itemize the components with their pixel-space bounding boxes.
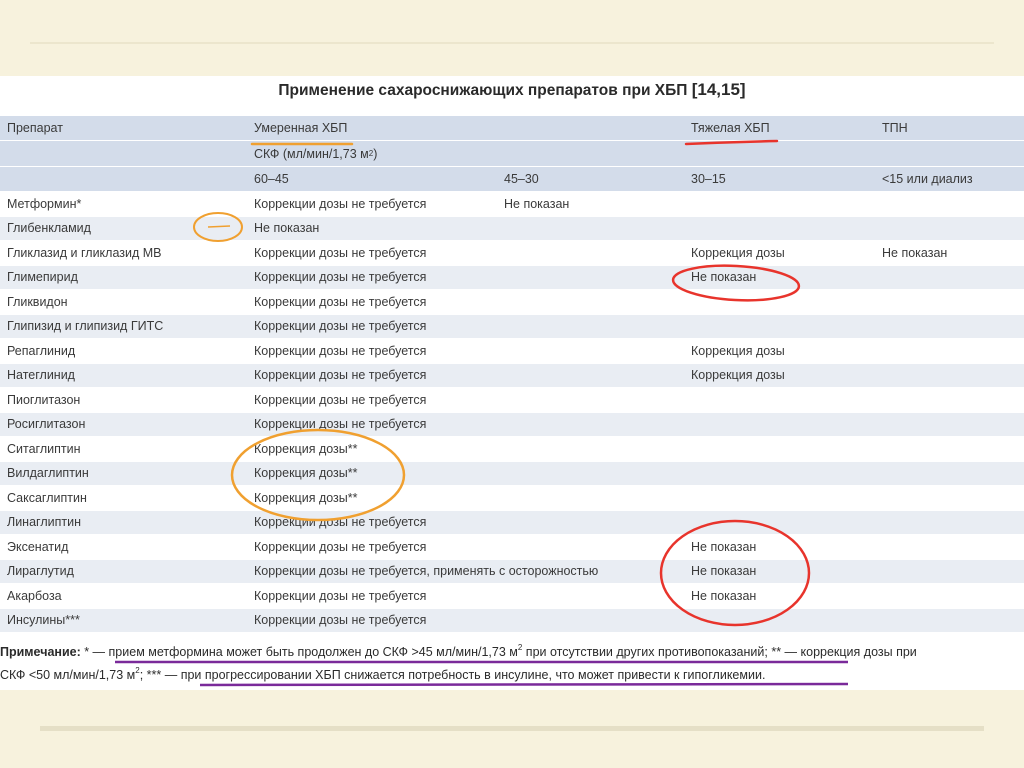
table-cell: Коррекции дозы не требуется — [254, 196, 427, 211]
table-cell: Не показан — [691, 270, 757, 285]
drug-name-cell: Репаглинид — [7, 343, 76, 358]
table-cell: Не показан — [691, 588, 757, 603]
table-row — [0, 241, 1024, 265]
slide-frame-bottom-line — [40, 726, 984, 731]
table-cell — [875, 535, 1024, 559]
table-cell: Коррекции дозы не требуется — [254, 539, 427, 554]
table-cell — [875, 339, 1024, 363]
table-cell — [875, 584, 1024, 608]
gfr-unit-text: СКФ (мл/мин/1,73 м — [254, 146, 369, 161]
table-cell: Коррекция дозы — [691, 368, 785, 383]
table-cell — [875, 486, 1024, 510]
footnote-text-1: * — прием метформина может быть продолжен до СКФ >45 мл/мин/1,73 м — [80, 645, 518, 659]
header-range-under-15: <15 или диализ — [882, 172, 973, 186]
table-cell — [497, 217, 683, 241]
table-cell: Не показан — [691, 539, 757, 554]
table-row — [0, 486, 1024, 510]
table-cell — [684, 192, 874, 216]
table-cell: Коррекции дозы не требуется — [254, 515, 427, 530]
table-row — [0, 266, 1024, 290]
drug-name-cell: Метформин* — [7, 196, 82, 211]
footnote-label: Примечание: — [0, 645, 81, 659]
footnote-line-2 — [0, 666, 1024, 682]
table-cell: Коррекция дозы** — [254, 466, 358, 481]
table-header-row — [0, 116, 1024, 140]
header-range-60-45: 60–45 — [254, 172, 289, 186]
table-cell: Коррекция дозы** — [254, 441, 358, 456]
table-cell — [875, 609, 1024, 633]
header-range-45-30: 45–30 — [504, 172, 539, 186]
gfr-unit-sup: 2 — [368, 149, 374, 158]
table-cell: Коррекция дозы — [691, 245, 785, 260]
table-cell — [497, 535, 683, 559]
table-cell: Коррекции дозы не требуется — [254, 368, 427, 383]
table-row — [0, 290, 1024, 314]
table-row — [0, 192, 1024, 216]
footnote-line-1 — [0, 643, 1024, 659]
drug-name-cell: Натеглинид — [7, 368, 75, 383]
drug-name-cell: Глибенкламид — [7, 221, 91, 236]
table-row — [0, 339, 1024, 363]
table-row — [0, 511, 1024, 535]
table-cell — [497, 388, 683, 412]
drug-name-cell: Росиглитазон — [7, 417, 86, 432]
drug-name-cell: Лираглутид — [7, 564, 74, 579]
table-row — [0, 535, 1024, 559]
table-cell: Коррекции дозы не требуется — [254, 613, 427, 628]
table-row — [0, 388, 1024, 412]
table-cell — [497, 290, 683, 314]
header-gfr-unit — [247, 141, 1024, 166]
table-cell: Коррекции дозы не требуется — [254, 245, 427, 260]
drug-name-cell: Глимепирид — [7, 270, 78, 285]
table-cell: Не показан — [504, 196, 570, 211]
table-cell — [684, 462, 874, 486]
table-cell — [497, 364, 683, 388]
table-header-row — [0, 167, 1024, 191]
table-row — [0, 462, 1024, 486]
table-cell — [497, 413, 683, 437]
table-cell — [497, 511, 683, 535]
table-header-row — [0, 141, 1024, 166]
table-cell: Не показан — [882, 245, 948, 260]
table-cell — [684, 217, 874, 241]
drug-name-cell: Эксенатид — [7, 539, 69, 554]
table-cell: Коррекции дозы не требуется — [254, 294, 427, 309]
table-cell — [497, 584, 683, 608]
header-drug: Препарат — [7, 121, 63, 135]
table-cell — [875, 413, 1024, 437]
table-cell — [875, 364, 1024, 388]
footnote-tail-1: при отсутствии других противопоказаний; ** — коррекция дозы при — [522, 645, 917, 659]
table-cell: Не показан — [691, 564, 757, 579]
table-cell — [497, 462, 683, 486]
table-cell — [684, 413, 874, 437]
table-cell — [875, 290, 1024, 314]
drug-name-cell: Ситаглиптин — [7, 441, 81, 456]
drug-name-cell: Акарбоза — [7, 588, 62, 603]
table-cell — [684, 486, 874, 510]
table-row — [0, 560, 1024, 584]
table-cell — [875, 266, 1024, 290]
table-cell — [875, 511, 1024, 535]
slide-title — [0, 80, 1024, 100]
table-cell — [684, 511, 874, 535]
header-severe-ckd: Тяжелая ХБП — [691, 121, 770, 135]
header-range-30-15: 30–15 — [691, 172, 726, 186]
table-cell: Коррекции дозы не требуется — [254, 392, 427, 407]
table-cell: Коррекции дозы не требуется — [254, 588, 427, 603]
table-cell — [875, 192, 1024, 216]
table-cell — [684, 290, 874, 314]
table-cell — [875, 560, 1024, 584]
table-cell: Коррекции дозы не требуется — [254, 270, 427, 285]
slide — [0, 76, 1024, 690]
table-cell — [875, 217, 1024, 241]
table-cell — [497, 609, 683, 633]
footnote-sup-1: 2 — [517, 643, 523, 652]
table-cell — [684, 437, 874, 461]
table-row — [0, 437, 1024, 461]
table-cell — [684, 315, 874, 339]
table-cell: Коррекции дозы не требуется — [254, 319, 427, 334]
footnote-text-2: СКФ <50 мл/мин/1,73 м — [0, 668, 136, 682]
table-cell: Коррекции дозы не требуется — [254, 343, 427, 358]
table-cell — [875, 388, 1024, 412]
footnote-sup-2: 2 — [135, 666, 140, 675]
table-cell — [684, 609, 874, 633]
table-cell — [497, 339, 683, 363]
gfr-unit-suffix: ) — [373, 146, 378, 161]
header-moderate-ckd: Умеренная ХБП — [254, 121, 348, 135]
table-cell — [684, 388, 874, 412]
drug-name-cell: Саксаглиптин — [7, 490, 87, 505]
table-cell — [497, 486, 683, 510]
table-cell — [497, 437, 683, 461]
table-cell — [497, 266, 683, 290]
table-cell — [875, 437, 1024, 461]
table-cell: Коррекция дозы** — [254, 490, 358, 505]
title-main: Применение сахароснижающих препаратов при ХБП — [278, 82, 688, 99]
table-cell: Коррекция дозы — [691, 343, 785, 358]
title-reference: [14,15] — [691, 80, 746, 99]
drug-name-cell: Линаглиптин — [7, 515, 81, 530]
table-row — [0, 364, 1024, 388]
footnote-tail-2: ; *** — при прогрессировании ХБП снижается потребность в инсулине, что может привести к гипогликемии. — [139, 668, 766, 682]
drug-name-cell: Инсулины*** — [7, 613, 80, 628]
drug-name-cell: Пиоглитазон — [7, 392, 81, 407]
table-cell: Не показан — [254, 221, 320, 236]
drug-name-cell: Глипизид и глипизид ГИТС — [7, 319, 164, 334]
table-row — [0, 584, 1024, 608]
table-cell — [497, 560, 683, 584]
drug-name-cell: Гликвидон — [7, 294, 68, 309]
slide-frame-top-line — [30, 42, 994, 44]
table-cell — [875, 315, 1024, 339]
table-cell: Коррекции дозы не требуется — [254, 417, 427, 432]
table-cell — [497, 241, 683, 265]
table-row — [0, 413, 1024, 437]
drug-name-cell: Гликлазид и гликлазид МВ — [7, 245, 162, 260]
table-row — [0, 315, 1024, 339]
table-cell — [497, 315, 683, 339]
table-row — [0, 217, 1024, 241]
table-row — [0, 609, 1024, 633]
table-cell: Коррекции дозы не требуется, применять с осторожностью — [254, 564, 599, 579]
header-esrd: ТПН — [882, 121, 908, 135]
drug-name-cell: Вилдаглиптин — [7, 466, 89, 481]
table-cell — [875, 462, 1024, 486]
